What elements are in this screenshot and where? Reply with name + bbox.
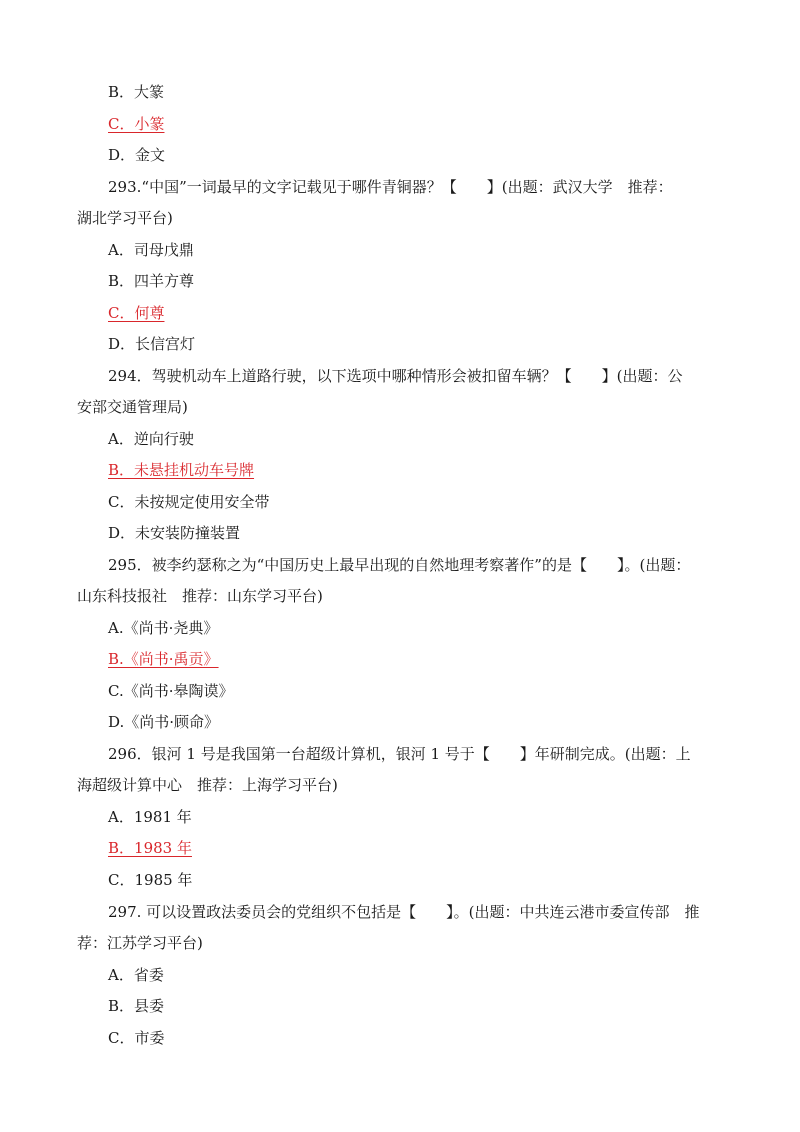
option-c: C.《尚书·皋陶谟》 — [108, 682, 234, 700]
option-a: A．司母戊鼎 — [108, 241, 194, 259]
option-c: C．未按规定使用安全带 — [108, 493, 270, 511]
question-294-source: 安部交通管理局) — [77, 398, 188, 416]
option-c: C．1985 年 — [108, 871, 193, 889]
question-296-stem: 296．银河 1 号是我国第一台超级计算机，银河 1 号于【 】年研制完成。(出题：上 — [108, 745, 691, 763]
option-b: B．大篆 — [108, 83, 165, 101]
question-297-source: 荐：江苏学习平台) — [77, 934, 203, 952]
option-b-correct: B.《尚书·禹贡》 — [108, 650, 219, 668]
question-295-source: 山东科技报社 推荐：山东学习平台) — [77, 587, 323, 605]
option-a: A.《尚书·尧典》 — [108, 619, 219, 637]
option-c-correct: C．何尊 — [108, 304, 165, 322]
option-c: C．市委 — [108, 1029, 165, 1047]
question-297-stem: 297. 可以设置政法委员会的党组织不包括是【 】。(出题：中共连云港市委宣传部 推 — [108, 903, 700, 921]
question-293-stem: 293.“中国”一词最早的文字记载见于哪件青铜器？【 】(出题：武汉大学 推荐： — [108, 178, 673, 196]
option-c-correct: C．小篆 — [108, 115, 165, 133]
option-d: D.《尚书·顾命》 — [108, 713, 220, 731]
option-b-correct: B．未悬挂机动车号牌 — [108, 461, 255, 479]
option-a: A．1981 年 — [108, 808, 192, 826]
option-a: A．省委 — [108, 966, 164, 984]
question-296-source: 海超级计算中心 推荐：上海学习平台) — [77, 776, 338, 794]
question-295-stem: 295．被李约瑟称之为“中国历史上最早出现的自然地理考察著作”的是【 】。(出题： — [108, 556, 691, 574]
option-d: D．未安装防撞装置 — [108, 524, 241, 542]
question-294-stem: 294．驾驶机动车上道路行驶，以下选项中哪种情形会被扣留车辆？【 】(出题：公 — [108, 367, 683, 385]
option-a: A．逆向行驶 — [108, 430, 194, 448]
option-b: B．四羊方尊 — [108, 272, 195, 290]
option-d: D．金文 — [108, 146, 166, 164]
option-b-correct: B．1983 年 — [108, 839, 192, 857]
option-d: D．长信宫灯 — [108, 335, 196, 353]
option-b: B．县委 — [108, 997, 165, 1015]
question-293-source: 湖北学习平台) — [77, 209, 173, 227]
